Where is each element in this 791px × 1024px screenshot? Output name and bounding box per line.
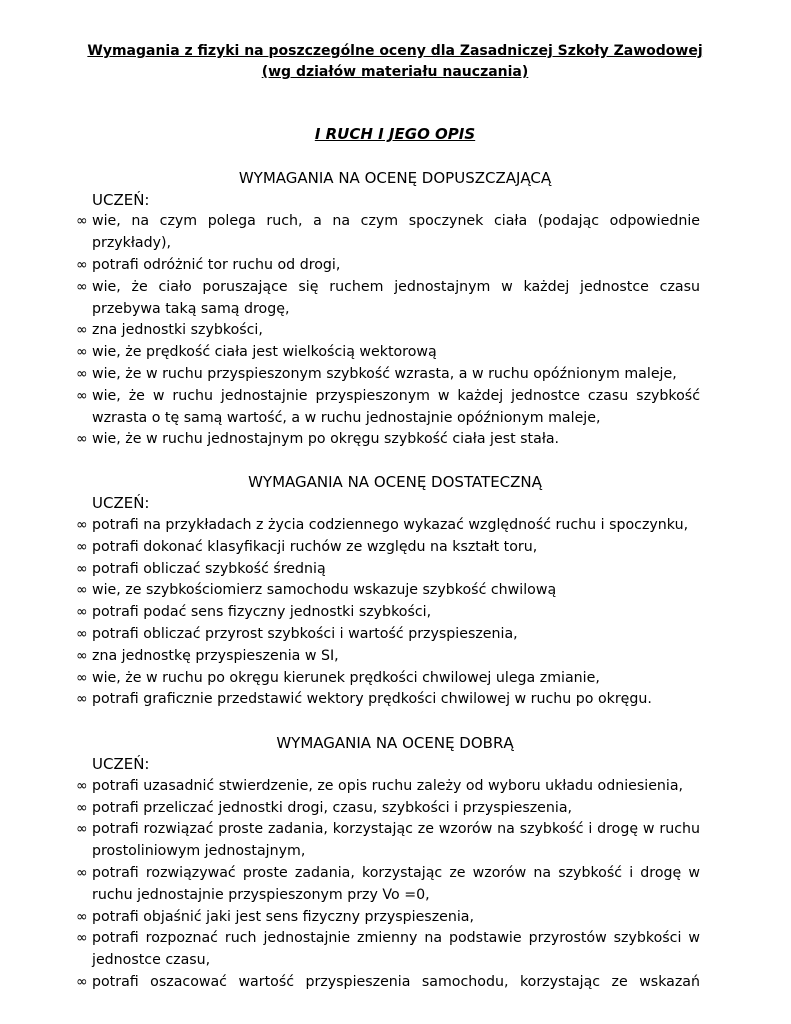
list-item [76, 689, 700, 711]
list-item-text: potrafi obliczać szybkość średnią [92, 561, 326, 577]
list-item-text: wie, że w ruchu przyspieszonym szybkość wzrasta, a w ruchu opóźnionym maleje, [92, 366, 677, 382]
list-item [76, 386, 700, 430]
infinity-bullet-icon: ∞ [76, 388, 88, 404]
infinity-bullet-icon: ∞ [76, 539, 88, 555]
infinity-bullet-icon: ∞ [76, 691, 88, 707]
infinity-bullet-icon: ∞ [76, 800, 88, 816]
list-item [76, 580, 700, 602]
list-item-text: wie, ze szybkościomierz samochodu wskazuje szybkość chwilową [92, 582, 557, 598]
list-item-text: wie, że prędkość ciała jest wielkością wektorową [92, 344, 437, 360]
list-item-text: potrafi podać sens fizyczny jednostki szybkości, [92, 604, 432, 620]
list-item-text: zna jednostkę przyspieszenia w SI, [92, 648, 339, 664]
list-item-text: potrafi dokonać klasyfikacji ruchów ze względu na kształt toru, [92, 539, 538, 555]
infinity-bullet-icon: ∞ [76, 778, 88, 794]
list-item [76, 515, 700, 537]
list-item-text: wie, że w ruchu jednostajnie przyspieszonym w każdej jednostce czasu szybkość wzrasta o tę samą wartość, a w ruchu jednostajnie opóźnionym maleje, [92, 388, 700, 426]
list-item [76, 320, 700, 342]
list-item-text: potrafi rozwiązać proste zadania, korzystając ze wzorów na szybkość i drogę w ruchu prostoliniowym jednostajnym, [92, 821, 700, 859]
infinity-bullet-icon: ∞ [76, 930, 88, 946]
infinity-bullet-icon: ∞ [76, 517, 88, 533]
infinity-bullet-icon: ∞ [76, 431, 88, 447]
list-item-text: potrafi odróżnić tor ruchu od drogi, [92, 257, 341, 273]
list-item-text: potrafi na przykładach z życia codziennego wykazać względność ruchu i spoczynku, [92, 517, 689, 533]
infinity-bullet-icon: ∞ [76, 213, 88, 229]
list-item [76, 863, 700, 907]
infinity-bullet-icon: ∞ [76, 865, 88, 881]
infinity-bullet-icon: ∞ [76, 561, 88, 577]
infinity-bullet-icon: ∞ [76, 670, 88, 686]
infinity-bullet-icon: ∞ [76, 909, 88, 925]
list-item-text: potrafi rozpoznać ruch jednostajnie zmienny na podstawie przyrostów szybkości w jednostce czasu, [92, 930, 700, 968]
section-heading-dostateczna: WYMAGANIA NA OCENĘ DOSTATECZNĄ [248, 473, 542, 491]
list-item-text: wie, na czym polega ruch, a na czym spoczynek ciała (podając odpowiednie przykłady), [92, 213, 700, 251]
list-item [76, 624, 700, 646]
infinity-bullet-icon: ∞ [76, 974, 88, 990]
infinity-bullet-icon: ∞ [76, 582, 88, 598]
list-item-text: potrafi objaśnić jaki jest sens fizyczny przyspieszenia, [92, 909, 475, 925]
list-item-text: zna jednostki szybkości, [92, 322, 263, 338]
list-item [76, 255, 700, 277]
list-item [76, 928, 700, 972]
list-item [76, 342, 700, 364]
list-item [76, 277, 700, 321]
list-item [76, 537, 700, 559]
list-item [76, 972, 700, 994]
list-item [76, 776, 700, 798]
document-title-line2: (wg działów materiału nauczania) [261, 64, 529, 80]
list-item [76, 364, 700, 386]
list-item-text: potrafi rozwiązywać proste zadania, korzystając ze wzorów na szybkość i drogę w ruchu jednostajnie przyspieszonym przy Vo =0, [92, 865, 700, 903]
list-item-text: potrafi graficznie przedstawić wektory prędkości chwilowej w ruchu po okręgu. [92, 691, 652, 707]
list-item-text: wie, że ciało poruszające się ruchem jednostajnym w każdej jednostce czasu przebywa taką samą drogę, [92, 279, 700, 317]
infinity-bullet-icon: ∞ [76, 648, 88, 664]
document-title-line1: Wymagania z fizyki na poszczególne oceny dla Zasadniczej Szkoły Zawodowej [87, 43, 703, 59]
infinity-bullet-icon: ∞ [76, 626, 88, 642]
list-item [76, 646, 700, 668]
chapter-heading: I RUCH I JEGO OPIS [314, 125, 476, 143]
list-item-text: potrafi przeliczać jednostki drogi, czasu, szybkości i przyspieszenia, [92, 800, 573, 816]
list-item-text: potrafi uzasadnić stwierdzenie, ze opis ruchu zależy od wyboru układu odniesienia, [92, 778, 684, 794]
infinity-bullet-icon: ∞ [76, 279, 88, 295]
section-student-label: UCZEŃ: [92, 755, 150, 773]
list-item [76, 559, 700, 581]
section-student-label: UCZEŃ: [92, 191, 150, 209]
section-heading-dobra: WYMAGANIA NA OCENĘ DOBRĄ [276, 734, 514, 752]
infinity-bullet-icon: ∞ [76, 366, 88, 382]
section-student-label: UCZEŃ: [92, 494, 150, 512]
list-item [76, 907, 700, 929]
list-item [76, 668, 700, 690]
list-item-text: wie, że w ruchu jednostajnym po okręgu szybkość ciała jest stała. [92, 431, 560, 447]
list-item [76, 798, 700, 820]
list-item [76, 211, 700, 255]
list-item [76, 602, 700, 624]
infinity-bullet-icon: ∞ [76, 344, 88, 360]
infinity-bullet-icon: ∞ [76, 322, 88, 338]
list-item [76, 819, 700, 863]
section-heading-dopuszczajaca: WYMAGANIA NA OCENĘ DOPUSZCZAJĄCĄ [238, 169, 552, 187]
infinity-bullet-icon: ∞ [76, 821, 88, 837]
list-item-text: potrafi obliczać przyrost szybkości i wartość przyspieszenia, [92, 626, 518, 642]
list-item-text: potrafi oszacować wartość przyspieszenia samochodu, korzystając ze wskazań [92, 974, 700, 990]
list-item [76, 429, 700, 451]
list-item-text: wie, że w ruchu po okręgu kierunek prędkości chwilowej ulega zmianie, [92, 670, 600, 686]
infinity-bullet-icon: ∞ [76, 604, 88, 620]
infinity-bullet-icon: ∞ [76, 257, 88, 273]
